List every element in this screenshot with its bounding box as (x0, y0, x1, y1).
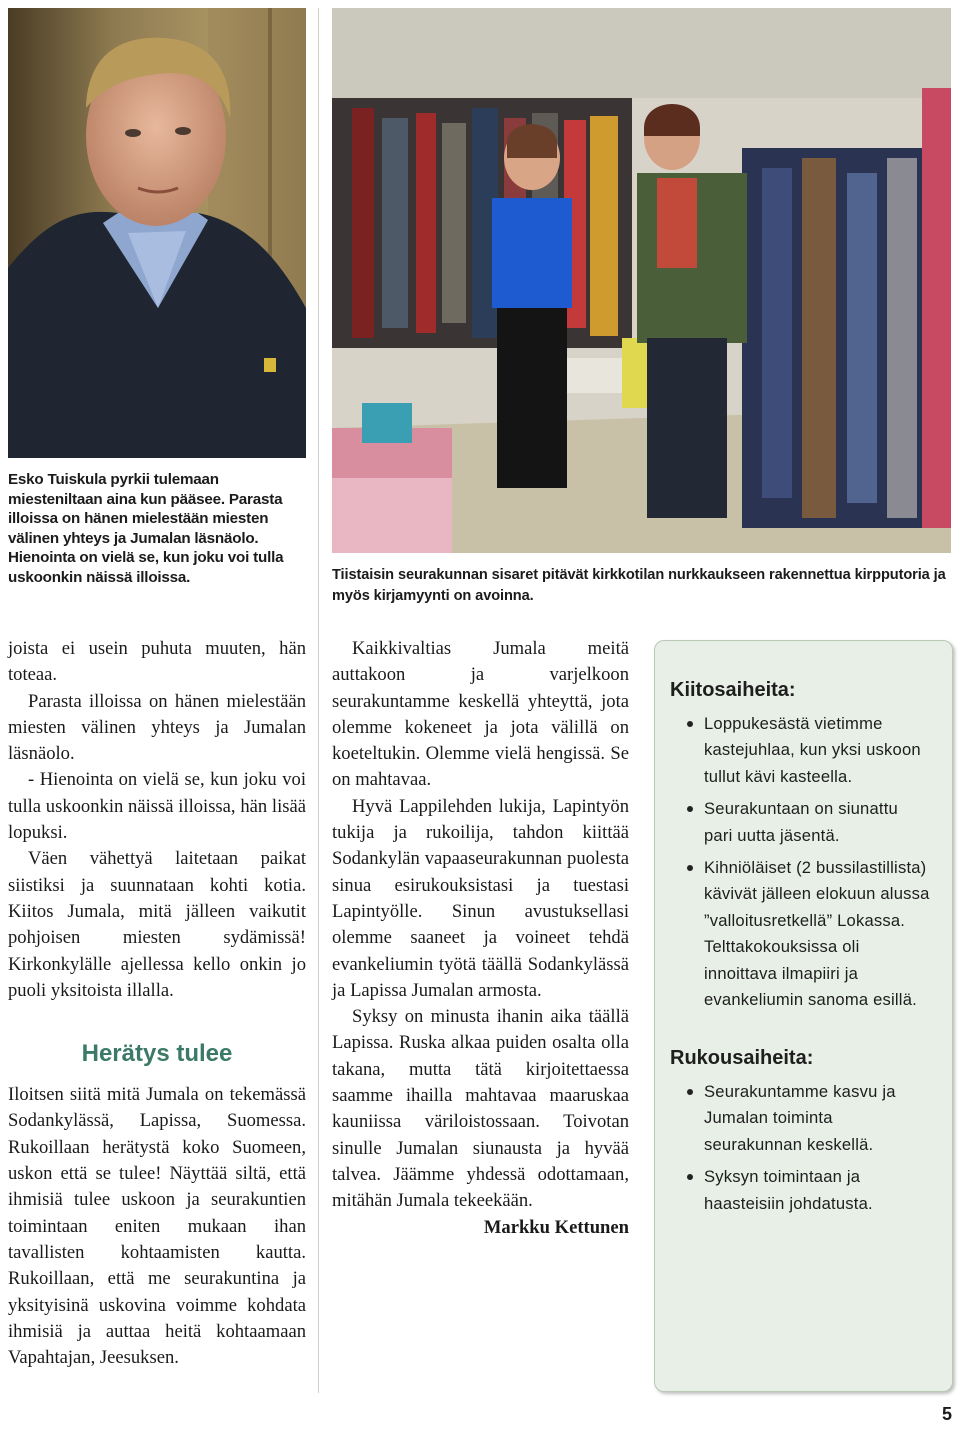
thanks-title: Kiitosaiheita: (670, 679, 796, 701)
paragraph: Hyvä Lappilehden lukija, Lapintyön tukija ja rukoilija, tahdon kiittää Sodankylän vapaaseurakunnan puolesta sinua esirukouksistasi ja tuestasi Lapintyölle. Sinun avustuksellasi olemme saaneet ja voineet tehdä evankeliumin työtä täällä Sodankylässä ja Lapissa Jumalan armosta. (332, 795, 629, 1001)
prayer-title: Rukousaiheita: (670, 1047, 814, 1069)
list-item (670, 1079, 945, 1158)
bullet-icon (687, 1089, 693, 1095)
page-number: 5 (941, 1404, 952, 1424)
portrait-caption: Esko Tuiskula pyrkii tulemaan miesteniltaan aina kun pääsee. Parasta illoissa on hänen mielestään miesten välinen yhteys ja Jumalan läsnäolo. Hienointa on vielä se, kun joku voi tulla uskoonkin näissä illoissa. (8, 471, 284, 586)
section-heading: Herätys tulee (81, 1040, 233, 1068)
paragraph: Iloitsen siitä mitä Jumala on tekemässä Sodankylässä, Lapissa, Suomessa. Rukoillaan herätystä koko Suomeen, uskon että se tulee! Näyttää siltä, että ihmisiä tulee uskoon ja seurakuntien toimintaan eniten mukaan ihan tavallisten kohtaamisten kautta. Rukoillaan, että me seurakuntina ja yksityisinä uskovina voimme kohdata ihmisiä ja auttaa heitä kohtaamaan Vapahtajan, Jeesuksen. (8, 1084, 306, 1369)
bullet-icon (687, 1174, 693, 1180)
thanks-section (670, 677, 945, 1019)
column-divider (318, 8, 319, 1393)
list-item (670, 1164, 945, 1217)
fleamarket-caption: Tiistaisin seurakunnan sisaret pitävät kirkkotilan nurkkaukseen rakennettua kirpputoria ja myös kirjamyynti on avoinna. (332, 567, 946, 604)
paragraph: joista ei usein puhuta muuten, hän toteaa. (8, 638, 306, 686)
list-item (670, 796, 945, 849)
list-item (670, 855, 945, 1013)
thanks-list (670, 711, 945, 1013)
list-item-text: Seurakuntamme kasvu ja Jumalan toiminta seurakunnan keskellä. (704, 1082, 896, 1154)
left-article-column (8, 636, 306, 1371)
paragraph: Syksy on minusta ihanin aika täällä Lapissa. Ruska alkaa puiden osalta olla takana, mutta tätä kirjoitettaessa saamme ihailla mahtavaa maaruskaa kauniissa väriloistossaan. Toivotan sinulle Jumalan siunausta ja hyvää talvea. Jäämme yhdessä odottamaan, mitähän Jumala tekeekään. (332, 1006, 629, 1212)
portrait-photo (8, 8, 306, 458)
fleamarket-photo (332, 8, 951, 553)
prayer-section (670, 1045, 945, 1223)
author-signature: Markku Kettunen (483, 1216, 629, 1238)
paragraph: - Hienointa on vielä se, kun joku voi tulla uskoonkin näissä illoissa, hän lisää lopuksi. (8, 769, 306, 844)
list-item (670, 711, 945, 790)
bullet-icon (687, 865, 693, 871)
list-item-text: Syksyn toimintaan ja haasteisiin johdatusta. (704, 1167, 873, 1213)
paragraph: Parasta illoissa on hänen mielestään miesten välinen yhteys ja Jumalan läsnäolo. (8, 690, 306, 765)
prayer-list (670, 1079, 945, 1217)
prayer-sidebar (654, 640, 953, 1392)
bullet-icon (687, 806, 693, 812)
list-item-text: Seurakuntaan on siunattu pari uutta jäsentä. (704, 799, 898, 845)
list-item-text: Kihniöläiset (2 bussilastillista) kävivät jälleen elokuun alussa ”valloitusretkellä” Lokassa. Telttakokouksissa oli innoittava ilmapiiri ja evankeliumin sanoma esillä. (704, 858, 930, 1010)
paragraph: Kaikkivaltias Jumala meitä auttakoon ja varjelkoon seurakuntamme keskellä yhteyttä, jota olemme kokeneet ja jota välillä on koeteltukin. Olemme vielä hengissä. Se on mahtavaa. (332, 638, 629, 791)
list-item-text: Loppukesästä vietimme kastejuhlaa, kun yksi uskoon tullut kävi kasteella. (704, 714, 921, 786)
paragraph: Väen vähettyä laitetaan paikat siistiksi ja suunnataan kohti kotia. Kiitos Jumala, mitä jälleen vaikutit pohjoisen miesten sydämissä! Kirkonkylälle ajellessa kello onkin jo puoli yksitoista illalla. (8, 848, 306, 1001)
middle-article-column (332, 636, 629, 1241)
bullet-icon (687, 721, 693, 727)
